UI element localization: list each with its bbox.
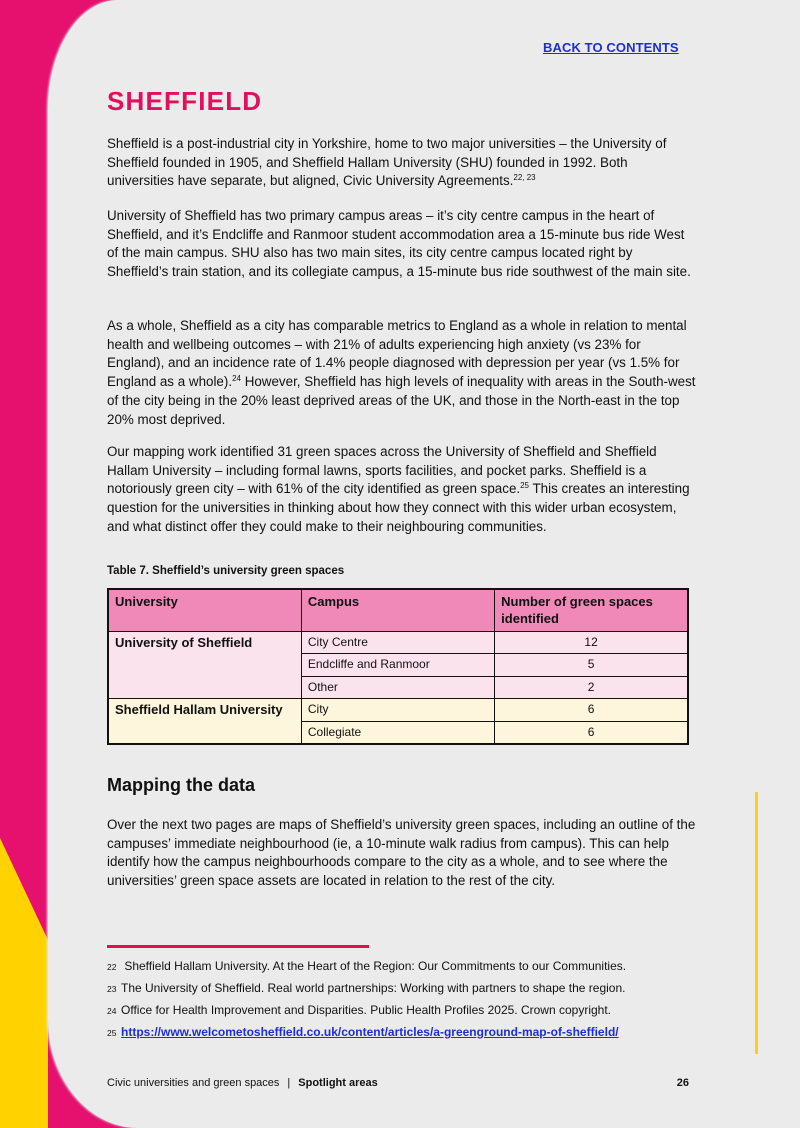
- footnote-ref[interactable]: 22, 23: [513, 173, 536, 183]
- footnote-text: Sheffield Hallam University. At the Heart of the Region: Our Commitments to our Communities.: [121, 959, 627, 973]
- count-cell: 12: [495, 631, 688, 654]
- table-caption: Table 7. Sheffield’s university green spaces: [107, 565, 345, 577]
- footer-section: Spotlight areas: [298, 1077, 378, 1089]
- footer-doc-title: Civic universities and green spaces: [107, 1077, 280, 1089]
- section-heading: Mapping the data: [107, 775, 255, 795]
- back-to-contents-link[interactable]: BACK TO CONTENTS: [543, 40, 679, 55]
- university-cell: Sheffield Hallam University: [108, 699, 301, 744]
- paragraph-text: Sheffield is a post-industrial city in Yorkshire, home to two major universities – the University of Sheffield founded in 1905, and Sheffield Hallam University (SHU) founded in 1992. Both universities have separate, but aligned, Civic University Agreements.: [107, 136, 667, 189]
- footnote-number: 24: [107, 1006, 117, 1016]
- campus-cell: Collegiate: [301, 721, 494, 744]
- footnote-23: [107, 978, 707, 1000]
- page-number: 26: [676, 1077, 689, 1089]
- header-count: Number of green spaces identified: [495, 589, 688, 631]
- header-campus: Campus: [301, 589, 494, 631]
- footnote-25: [107, 1022, 707, 1044]
- footnote-divider: [107, 945, 369, 948]
- footer-separator: |: [287, 1077, 291, 1089]
- footnote-22: [107, 956, 707, 978]
- page-title: SHEFFIELD: [107, 86, 263, 116]
- count-cell: 6: [495, 721, 688, 744]
- intro-paragraph: [107, 135, 697, 191]
- count-cell: 2: [495, 676, 688, 699]
- count-cell: 5: [495, 654, 688, 677]
- mapping-paragraph: Over the next two pages are maps of Sheffield’s university green spaces, including an outline of the campuses’ immediate neighbourhood (ie, a 10-minute walk radius from campus). This can help identify how the campus neighbourhoods compare to the city as a whole, and to see where the universities’ green space assets are located in relation to the rest of the city.: [107, 817, 696, 889]
- footnote-number: 23: [107, 984, 117, 994]
- footnote-text: The University of Sheffield. Real world partnerships: Working with partners to shape the region.: [121, 981, 626, 995]
- paragraph-text: This creates an interesting question for the universities in thinking about how they connect with this wider urban ecosystem, and what distinct offer they could make to their neighbouring communities.: [107, 481, 690, 534]
- footnote-link[interactable]: https://www.welcometosheffield.co.uk/content/articles/a-greenground-map-of-sheffield/: [121, 1025, 619, 1039]
- wellbeing-paragraph: [107, 317, 697, 429]
- count-cell: 6: [495, 699, 688, 722]
- paragraph-text: Our mapping work identified 31 green spaces across the University of Sheffield and Sheffield Hallam University – including formal lawns, sports facilities, and pocket parks. Sheffield is a notoriously green city – with 61% of the city identified as green space.: [107, 444, 657, 497]
- table-row: [108, 699, 688, 722]
- yellow-accent-bar: [755, 792, 758, 1054]
- university-cell: University of Sheffield: [108, 631, 301, 699]
- campus-cell: City Centre: [301, 631, 494, 654]
- footnote-ref[interactable]: 25: [520, 481, 530, 491]
- paragraph-text: However, Sheffield has high levels of inequality with areas in the South-west of the city being in the 20% least deprived areas of the UK, and those in the North-east in the top 20% most deprived.: [107, 374, 696, 427]
- footnote-text: Office for Health Improvement and Disparities. Public Health Profiles 2025. Crown copyright.: [121, 1003, 612, 1017]
- table-header-row: [108, 589, 688, 631]
- campus-paragraph: University of Sheffield has two primary campus areas – it’s city centre campus in the heart of Sheffield, and it’s Endcliffe and Ranmoor student accommodation area a 15-minute bus ride West of the main campus. SHU also has two main sites, its city centre campus located right by Sheffield’s train station, and its collegiate campus, a 15-minute bus ride southwest of the main site.: [107, 208, 691, 280]
- campus-cell: City: [301, 699, 494, 722]
- footnote-24: [107, 1000, 707, 1022]
- footnotes: [107, 956, 707, 1044]
- header-university: University: [108, 589, 301, 631]
- footnote-number: 25: [107, 1028, 117, 1038]
- table-row: [108, 631, 688, 654]
- green-spaces-table: [107, 588, 689, 745]
- page-footer: [107, 1077, 689, 1089]
- green-spaces-paragraph: [107, 443, 697, 537]
- footnote-number: 22: [107, 962, 117, 972]
- footnote-ref[interactable]: 24: [232, 374, 241, 384]
- campus-cell: Endcliffe and Ranmoor: [301, 654, 494, 677]
- paragraph-text: As a whole, Sheffield as a city has comparable metrics to England as a whole in relation to mental health and wellbeing outcomes – with 21% of adults experiencing high anxiety (vs 23% for England), and an incidence rate of 1.4% people diagnosed with depression per year (vs 1.5% for England as a whole).: [107, 318, 687, 390]
- campus-cell: Other: [301, 676, 494, 699]
